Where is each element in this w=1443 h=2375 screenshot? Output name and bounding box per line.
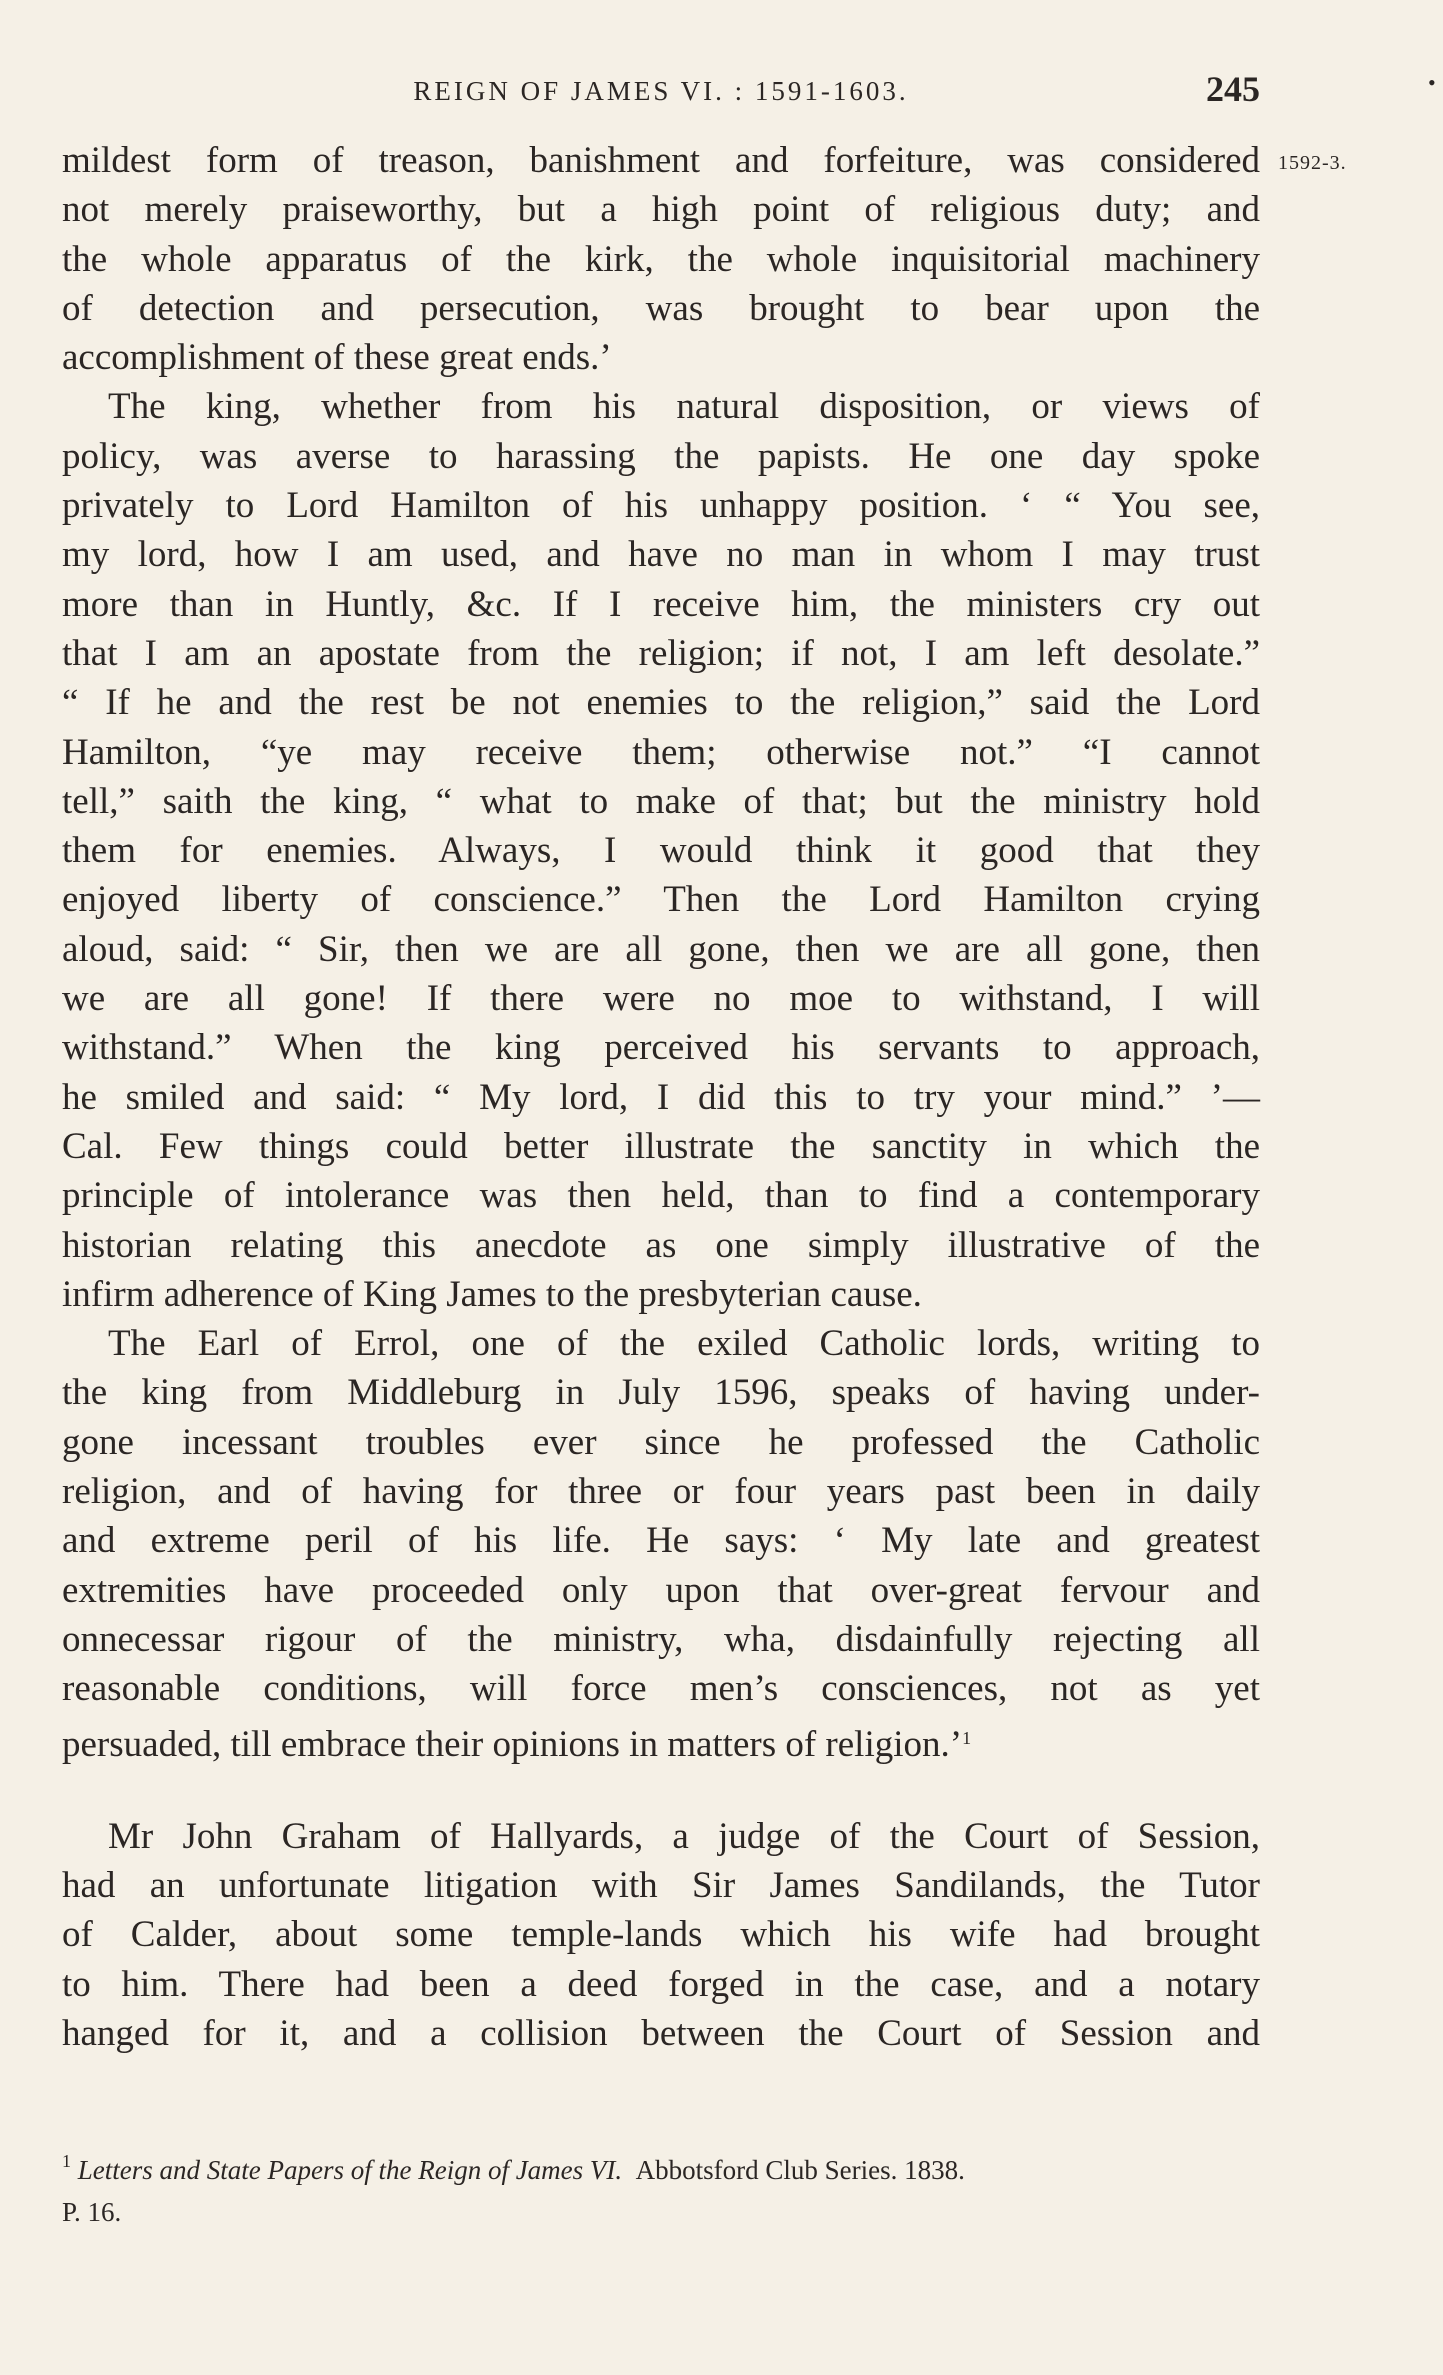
text-line-content: persuaded, till embrace their opinions in matters of religion.’ xyxy=(62,1723,963,1765)
footnote-reference: 1 xyxy=(962,1727,972,1748)
footnote-source-title: Letters and State Papers of the Reign of James VI. xyxy=(77,2155,623,2185)
text-line: Cal. Few things could better illustrate the sanctity in which the xyxy=(62,1125,1260,1167)
text-line: infirm adherence of King James to the presbyterian cause. xyxy=(62,1273,922,1315)
text-line: onnecessar rigour of the ministry, wha, disdainfully rejecting all xyxy=(62,1618,1260,1660)
text-line: them for enemies. Always, I would think it good that they xyxy=(62,830,1260,872)
text-line: principle of intolerance was then held, than to find a contemporary xyxy=(62,1175,1260,1217)
running-head xyxy=(62,66,1260,116)
text-line: mildest form of treason, banishment and forfeiture, was considered xyxy=(62,140,1260,181)
text-line: of Calder, about some temple-lands which his wife had brought xyxy=(62,1914,1260,1956)
footnote-page-ref: P. 16. xyxy=(62,2197,122,2227)
text-line: accomplishment of these great ends.’ xyxy=(62,337,612,379)
text-line: to him. There had been a deed forged in the case, and a notary xyxy=(62,1963,1260,2005)
text-line: religion, and of having for three or four years past been in daily xyxy=(62,1471,1260,1513)
text-line: aloud, said: “ Sir, then we are all gone, then we are all gone, then xyxy=(62,928,1260,970)
footnote-source-details: Abbotsford Club Series. 1838. xyxy=(635,2155,965,2185)
text-line: had an unfortunate litigation with Sir James Sandilands, the Tutor xyxy=(62,1865,1260,1907)
text-line: and extreme peril of his life. He says: ‘ My late and greatest xyxy=(62,1520,1260,1562)
text-line: historian relating this anecdote as one simply illustrative of the xyxy=(62,1224,1260,1266)
text-line: The king, whether from his natural disposition, or views of xyxy=(108,386,1260,428)
text-line: he smiled and said: “ My lord, I did this to try your mind.” ’— xyxy=(62,1076,1260,1118)
text-line: reasonable conditions, will force men’s consciences, not as yet xyxy=(62,1668,1260,1710)
text-line: privately to Lord Hamilton of his unhappy position. ‘ “ You see, xyxy=(62,485,1260,527)
text-line: that I am an apostate from the religion; if not, I am left desolate.” xyxy=(62,632,1260,674)
text-line: not merely praiseworthy, but a high point of religious duty; and xyxy=(62,189,1260,231)
text-line: tell,” saith the king, “ what to make of that; but the ministry hold xyxy=(62,780,1260,822)
body-text xyxy=(62,136,1260,2058)
running-title: REIGN OF JAMES VI. : 1591-1603. xyxy=(413,76,909,106)
text-line: enjoyed liberty of conscience.” Then the Lord Hamilton crying xyxy=(62,879,1260,921)
text-line: we are all gone! If there were no moe to withstand, I will xyxy=(62,978,1260,1020)
text-line: the king from Middleburg in July 1596, speaks of having under- xyxy=(62,1372,1260,1414)
text-line: policy, was averse to harassing the papists. He one day spoke xyxy=(62,435,1260,477)
text-line: Mr John Graham of Hallyards, a judge of the Court of Session, xyxy=(108,1815,1260,1857)
text-line: my lord, how I am used, and have no man in whom I may trust xyxy=(62,534,1260,576)
text-line: of detection and persecution, was brought to bear upon the xyxy=(62,287,1260,329)
text-line: Hamilton, “ye may receive them; otherwise not.” “I cannot xyxy=(62,731,1260,773)
text-line: hanged for it, and a collision between the Court of Session and xyxy=(62,2012,1260,2054)
margin-date-note: 1592-3. xyxy=(1278,152,1347,174)
text-line: more than in Huntly, &c. If I receive him, the ministers cry out xyxy=(62,583,1260,625)
footnote-line xyxy=(62,2140,1260,2191)
text-line: withstand.” When the king perceived his servants to approach, xyxy=(62,1027,1260,1069)
text-line: the whole apparatus of the kirk, the whole inquisitorial machinery xyxy=(62,238,1260,280)
text-line: “ If he and the rest be not enemies to the religion,” said the Lord xyxy=(62,682,1260,724)
text-line-with-footnote-ref xyxy=(62,1714,1260,1763)
margin-mark: • xyxy=(1428,70,1436,95)
footnote-marker: 1 xyxy=(62,2151,71,2171)
text-line: gone incessant troubles ever since he professed the Catholic xyxy=(62,1421,1260,1463)
paragraph-gap xyxy=(62,1763,1260,1812)
page-number: 245 xyxy=(1206,69,1260,109)
text-line: extremities have proceeded only upon that over-great fervour and xyxy=(62,1569,1260,1611)
footnote xyxy=(62,2140,1260,2233)
text-line: The Earl of Errol, one of the exiled Catholic lords, writing to xyxy=(108,1323,1260,1365)
